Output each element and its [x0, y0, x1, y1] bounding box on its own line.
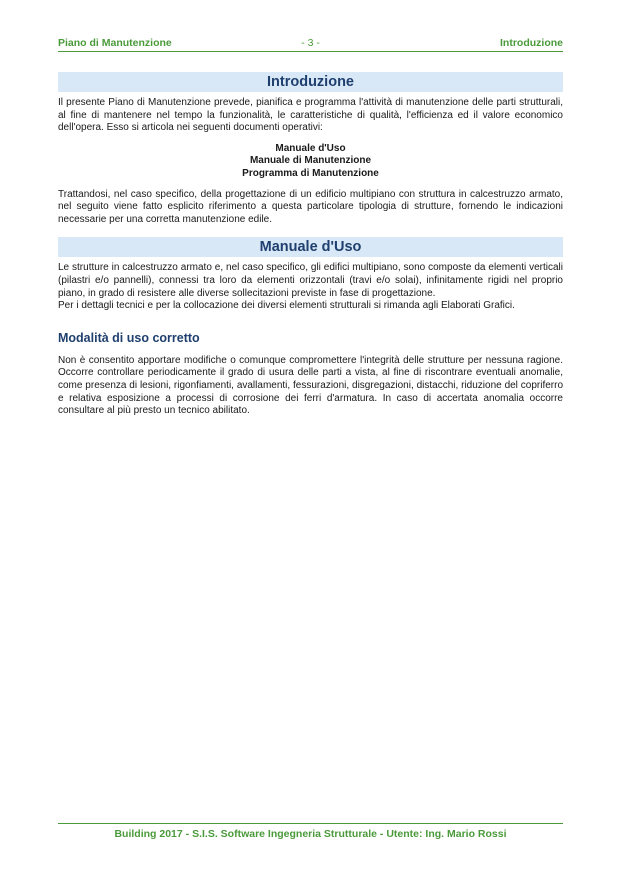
section-title-introduzione: Introduzione [58, 72, 563, 92]
intro-paragraph-building: Trattandosi, nel caso specifico, della progettazione di un edificio multipiano con struttura in calcestruzzo armato, nel seguito viene fatto esplicito riferimento a questa particolare tipologia di strutture, fornendo le indicazioni necessarie per una corretta manutenzione edile. [58, 188, 563, 225]
document-item: Programma di Manutenzione [242, 167, 379, 179]
page-header [58, 37, 563, 52]
subheading-modalita-uso: Modalità di uso corretto [58, 330, 200, 345]
header-section-name: Introduzione [500, 37, 563, 49]
page-content [58, 72, 563, 418]
operative-documents-list [58, 143, 563, 181]
intro-paragraph: Il presente Piano di Manutenzione prevede, pianifica e programma l'attività di manutenzione delle parti strutturali, al fine di mantenere nel tempo la funzionalità, le caratteristiche di qualità, l'efficienza ed il valore economico dell'opera. Esso si articola nei seguenti documenti operativi: [58, 97, 563, 134]
document-item: Manuale di Manutenzione [249, 155, 372, 167]
manuale-paragraph-structure: Le strutture in calcestruzzo armato e, nel caso specifico, gli edifici multipiano, sono composte da elementi verticali (pilastri e/o pannelli), connessi tra loro da elementi orizzontali (travi e/o solai), infinitamente rigidi nel proprio piano, in grado di resistere alle diverse sollecitazioni previste in fase di progettazione. [58, 262, 563, 299]
manuale-paragraph-details: Per i dettagli tecnici e per la collocazione dei diversi elementi strutturali si rimanda agli Elaborati Grafici. [58, 300, 515, 312]
document-item: Manuale d'Uso [275, 142, 346, 154]
section-title-manuale-uso: Manuale d'Uso [58, 237, 563, 257]
modalita-uso-paragraph: Non è consentito apportare modifiche o comunque compromettere l'integrità delle strutture per nessuna ragione. Occorre controllare periodicamente il grado di usura delle parti a vista, al fine di riscontrare eventuali anomalie, come presenza di lesioni, rigonfiamenti, avallamenti, fessurazioni, disgregazioni, distacchi, riduzione del copriferro e relativa esposizione a processi di corrosione dei ferri d'armatura. In caso di accertata anomalia occorre consultare al più presto un tecnico abilitato. [58, 354, 563, 417]
page-footer: Building 2017 - S.I.S. Software Ingegneria Strutturale - Utente: Ing. Mario Rossi [58, 823, 563, 840]
header-document-title: Piano di Manutenzione [58, 37, 172, 49]
header-page-number: - 3 - [301, 37, 320, 49]
